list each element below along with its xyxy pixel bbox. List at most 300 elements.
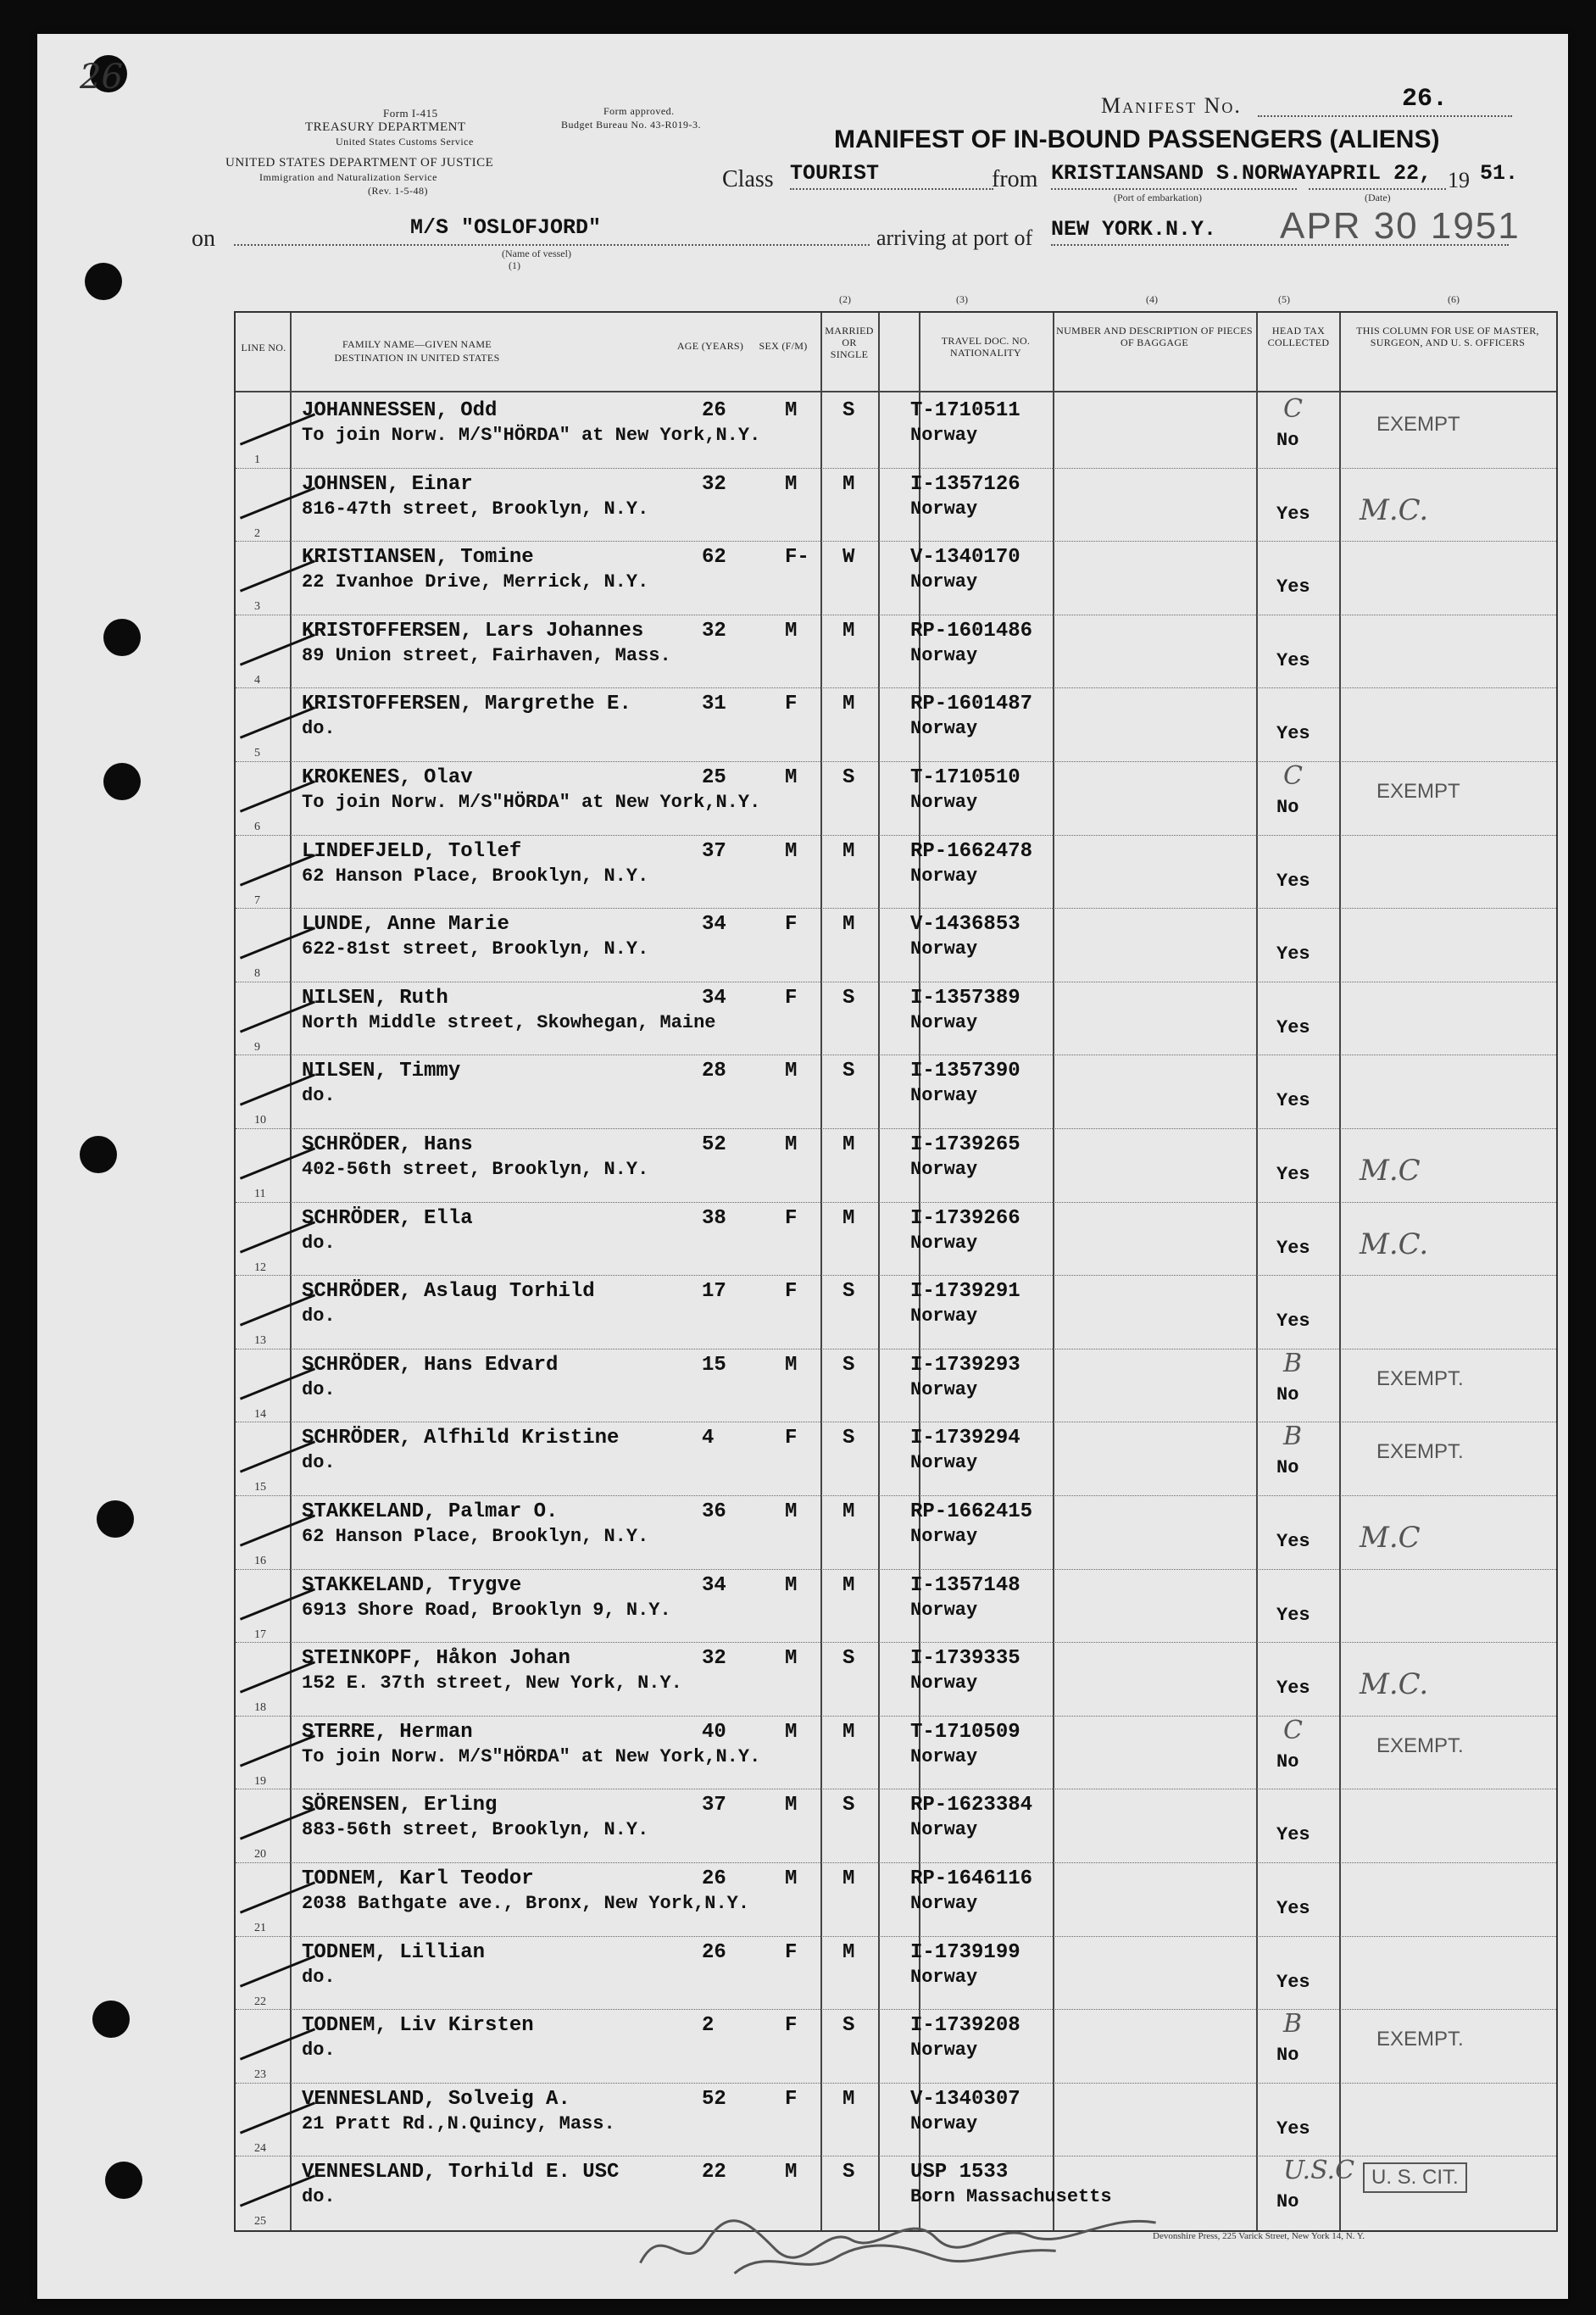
sex: M: [785, 1867, 798, 1890]
line-number: 23: [254, 2068, 266, 2082]
table-row: [236, 1202, 1556, 1276]
head-tax: Yes: [1276, 1016, 1310, 1038]
travel-doc-number: RP-1662415: [910, 1500, 1033, 1523]
col-number-5: (5): [1278, 293, 1290, 305]
passenger-name: JOHANNESSEN, Odd: [302, 399, 498, 422]
nationality: Norway: [910, 1085, 978, 1107]
table-row: [236, 687, 1556, 761]
line-number: 11: [254, 1188, 266, 1200]
nationality: Born Massachusetts: [910, 2186, 1112, 2208]
officer-notation: EXEMPT.: [1376, 1440, 1464, 1464]
travel-doc-number: I-1357126: [910, 472, 1020, 496]
passenger-name: KROKENES, Olav: [302, 766, 473, 789]
line-number: 8: [254, 967, 260, 981]
table-row: [236, 1349, 1556, 1422]
line-number: 16: [254, 1555, 266, 1567]
age: 22: [702, 2161, 726, 2184]
officer-notation: EXEMPT: [1376, 413, 1460, 436]
nationality: Norway: [910, 2112, 978, 2134]
travel-doc-number: I-1739294: [910, 1427, 1020, 1450]
travel-doc-number: I-1357148: [910, 1573, 1020, 1597]
officer-notation: EXEMPT.: [1376, 1733, 1464, 1757]
nationality: Norway: [910, 1305, 978, 1327]
line-number: 15: [254, 1481, 266, 1494]
line-number: 1: [254, 454, 260, 466]
head-tax: Yes: [1276, 1237, 1310, 1259]
passenger-name: JOHNSEN, Einar: [302, 472, 473, 496]
destination: 152 E. 37th street, New York, N.Y.: [302, 1672, 682, 1695]
sex: M: [785, 472, 798, 496]
head-tax: Yes: [1276, 1971, 1310, 1993]
sex: M: [785, 1133, 798, 1156]
age: 32: [702, 619, 726, 643]
revision: (Rev. 1-5-48): [368, 185, 429, 197]
marital-status: M: [842, 913, 855, 937]
sex: M: [785, 1720, 798, 1744]
line-number: 2: [254, 526, 260, 540]
treasury-dept: TREASURY DEPARTMENT: [305, 120, 466, 134]
class-label: Class: [722, 166, 774, 192]
justice-dept: UNITED STATES DEPARTMENT OF JUSTICE: [225, 156, 494, 170]
sex: M: [785, 1647, 798, 1671]
age: 52: [702, 1133, 726, 1156]
form-id: Form I-415: [383, 107, 438, 120]
sex: M: [785, 1794, 798, 1817]
passenger-name: VENNESLAND, Solveig A.: [302, 2087, 570, 2111]
destination: do.: [302, 1305, 336, 1327]
travel-doc-number: T-1710510: [910, 766, 1020, 789]
travel-doc-number: USP 1533: [910, 2161, 1009, 2184]
nationality: Norway: [910, 1672, 978, 1695]
nationality: Norway: [910, 2040, 978, 2062]
nationality: Norway: [910, 644, 978, 666]
nationality: Norway: [910, 1011, 978, 1033]
head-tax: Yes: [1276, 2117, 1310, 2140]
passenger-name: STAKKELAND, Palmar O.: [302, 1500, 559, 1523]
passenger-name: SCHRÖDER, Ella: [302, 1206, 473, 1230]
sex: M: [785, 619, 798, 643]
form-approved: Form approved.: [603, 105, 675, 117]
sex: F-: [785, 546, 809, 570]
table-row: [236, 468, 1556, 542]
year-value: 51.: [1480, 161, 1519, 186]
nationality: Norway: [910, 1745, 978, 1767]
marital-status: S: [842, 1794, 855, 1817]
head-tax: No: [1276, 1457, 1299, 1479]
destination: 2038 Bathgate ave., Bronx, New York,N.Y.: [302, 1893, 750, 1914]
binder-hole: [103, 619, 141, 656]
marital-status: M: [842, 472, 855, 496]
sex: F: [785, 1940, 798, 1964]
officer-notation: M.C.: [1360, 1227, 1429, 1261]
head-tax: Yes: [1276, 943, 1310, 966]
passenger-name: NILSEN, Ruth: [302, 986, 448, 1010]
header-officers-use: THIS COLUMN FOR USE OF MASTER, SURGEON, AND U. S. OFFICERS: [1356, 325, 1539, 348]
travel-doc-number: I-1357390: [910, 1060, 1020, 1083]
nationality: Norway: [910, 1526, 978, 1547]
sex: M: [785, 766, 798, 789]
nationality: Norway: [910, 1232, 978, 1254]
destination: do.: [302, 1085, 336, 1107]
table-row: [236, 982, 1556, 1055]
table-row: [236, 1495, 1556, 1569]
marital-status: S: [842, 986, 855, 1010]
table-row: [236, 835, 1556, 909]
age: 31: [702, 693, 726, 716]
line-number: 5: [254, 747, 260, 760]
officer-notation: M.C.: [1360, 492, 1429, 527]
table-row: [236, 1716, 1556, 1789]
col-number-2: (2): [839, 293, 851, 305]
travel-doc-number: I-1739293: [910, 1353, 1020, 1377]
marital-status: M: [842, 693, 855, 716]
destination: 22 Ivanhoe Drive, Merrick, N.Y.: [302, 571, 649, 593]
passenger-name: SCHRÖDER, Hans Edvard: [302, 1353, 559, 1377]
destination: 6913 Shore Road, Brooklyn 9, N.Y.: [302, 1599, 671, 1621]
destination: 402-56th street, Brooklyn, N.Y.: [302, 1159, 649, 1180]
manifest-sheet: [37, 34, 1568, 2299]
passenger-name: STERRE, Herman: [302, 1720, 473, 1744]
passenger-name: TODNEM, Lillian: [302, 1940, 486, 1964]
nationality: Norway: [910, 1378, 978, 1400]
travel-doc-number: RP-1623384: [910, 1794, 1033, 1817]
head-tax-mark: C: [1283, 761, 1303, 791]
head-tax: Yes: [1276, 870, 1310, 892]
sex: F: [785, 913, 798, 937]
age: 40: [702, 1720, 726, 1744]
nationality: Norway: [910, 938, 978, 960]
table-row: [236, 908, 1556, 982]
head-tax: Yes: [1276, 1164, 1310, 1185]
marital-status: M: [842, 1867, 855, 1890]
age: 34: [702, 986, 726, 1010]
travel-doc-number: RP-1601486: [910, 619, 1033, 643]
head-tax-mark: B: [1283, 2009, 1303, 2040]
header-age: AGE (YEARS): [676, 340, 744, 352]
sex: F: [785, 1280, 798, 1304]
sex: F: [785, 2087, 798, 2111]
marital-status: M: [842, 2087, 855, 2111]
header-travel-doc: TRAVEL DOC. NO. NATIONALITY: [941, 335, 1031, 359]
officer-notation: M.C: [1360, 1521, 1421, 1555]
col-number-4: (4): [1146, 293, 1158, 305]
table-row: [236, 541, 1556, 615]
class-value: TOURIST: [790, 161, 880, 186]
age: 34: [702, 913, 726, 937]
sex: F: [785, 1206, 798, 1230]
destination: To join Norw. M/S"HÖRDA" at New York,N.Y.: [302, 425, 761, 446]
officer-notation: EXEMPT.: [1376, 1366, 1464, 1390]
travel-doc-number: V-1340170: [910, 546, 1020, 570]
destination: 62 Hanson Place, Brooklyn, N.Y.: [302, 865, 649, 887]
head-tax: No: [1276, 1750, 1299, 1772]
destination: do.: [302, 2040, 336, 2062]
age: 32: [702, 1647, 726, 1671]
age: 26: [702, 1867, 726, 1890]
sex: M: [785, 839, 798, 863]
line-number: 10: [254, 1114, 266, 1127]
marital-status: S: [842, 766, 855, 789]
travel-doc-number: I-1357389: [910, 986, 1020, 1010]
travel-doc-number: I-1739208: [910, 2014, 1020, 2038]
binder-hole: [103, 763, 141, 800]
binder-hole: [80, 1136, 117, 1173]
age: 26: [702, 1940, 726, 1964]
travel-doc-number: T-1710509: [910, 1720, 1020, 1744]
travel-doc-number: I-1739266: [910, 1206, 1020, 1230]
header-destination: DESTINATION IN UNITED STATES: [334, 352, 500, 364]
on-label: on: [192, 225, 215, 252]
sex: M: [785, 399, 798, 422]
table-row: [236, 1936, 1556, 2010]
header-married: MARRIED OR SINGLE: [825, 325, 874, 360]
travel-doc-number: RP-1646116: [910, 1867, 1033, 1890]
nationality: Norway: [910, 1452, 978, 1474]
nationality: Norway: [910, 792, 978, 813]
destination: To join Norw. M/S"HÖRDA" at New York,N.Y.: [302, 792, 761, 813]
passenger-name: TODNEM, Liv Kirsten: [302, 2014, 534, 2038]
line-number: 14: [254, 1407, 266, 1421]
line-number: 6: [254, 821, 260, 833]
marital-status: S: [842, 1647, 855, 1671]
age: 62: [702, 546, 726, 570]
nationality: Norway: [910, 1819, 978, 1841]
head-tax: Yes: [1276, 1604, 1310, 1626]
age: 52: [702, 2087, 726, 2111]
marital-status: S: [842, 2161, 855, 2184]
col-number-6: (6): [1448, 293, 1460, 305]
port-of-embarkation: KRISTIANSAND S.NORWAY: [1051, 161, 1319, 186]
travel-doc-number: I-1739199: [910, 1940, 1020, 1964]
binder-hole: [105, 2162, 142, 2199]
arrival-port: NEW YORK.N.Y.: [1051, 217, 1217, 242]
destination: do.: [302, 1452, 336, 1474]
nationality: Norway: [910, 865, 978, 887]
destination: 816-47th street, Brooklyn, N.Y.: [302, 498, 649, 520]
officer-notation: M.C.: [1360, 1667, 1429, 1702]
officer-notation: U. S. CIT.: [1363, 2162, 1467, 2193]
marital-status: S: [842, 1280, 855, 1304]
passenger-name: KRISTOFFERSEN, Lars Johannes: [302, 619, 644, 643]
nationality: Norway: [910, 718, 978, 740]
head-tax: Yes: [1276, 1311, 1310, 1333]
head-tax: No: [1276, 2191, 1299, 2213]
destination: do.: [302, 1378, 336, 1400]
passenger-name: SCHRÖDER, Alfhild Kristine: [302, 1427, 620, 1450]
destination: To join Norw. M/S"HÖRDA" at New York,N.Y.: [302, 1745, 761, 1767]
sex: F: [785, 1427, 798, 1450]
table-row: [236, 1128, 1556, 1202]
vessel-col-number: (1): [509, 259, 520, 271]
destination: 89 Union street, Fairhaven, Mass.: [302, 644, 671, 666]
marital-status: S: [842, 1427, 855, 1450]
sex: M: [785, 1353, 798, 1377]
vessel-caption: (Name of vessel): [502, 248, 571, 259]
passenger-name: LUNDE, Anne Marie: [302, 913, 509, 937]
binder-hole: [97, 1500, 134, 1538]
age: 25: [702, 766, 726, 789]
printer-credit: Devonshire Press, 225 Varick Street, New York 14, N. Y.: [1153, 2231, 1365, 2241]
manifest-title: MANIFEST OF IN-BOUND PASSENGERS (ALIENS): [834, 125, 1440, 153]
marital-status: M: [842, 1720, 855, 1744]
port-caption: (Port of embarkation): [1114, 192, 1202, 203]
nationality: Norway: [910, 1893, 978, 1914]
vessel-name: M/S "OSLOFJORD": [410, 215, 602, 240]
from-label: from: [992, 166, 1038, 192]
nationality: Norway: [910, 571, 978, 593]
line-number: 4: [254, 673, 260, 687]
marital-status: M: [842, 1133, 855, 1156]
marital-status: W: [842, 546, 855, 570]
travel-doc-number: V-1436853: [910, 913, 1020, 937]
line-number: 13: [254, 1334, 266, 1348]
age: 36: [702, 1500, 726, 1523]
line-number: 19: [254, 1774, 266, 1788]
date-caption: (Date): [1365, 192, 1391, 203]
table-row: [236, 761, 1556, 835]
passenger-name: KRISTIANSEN, Tomine: [302, 546, 534, 570]
head-tax: Yes: [1276, 1898, 1310, 1919]
marital-status: M: [842, 619, 855, 643]
line-number: 7: [254, 893, 260, 907]
handwritten-page-number: 26: [80, 58, 123, 97]
line-number: 25: [254, 2215, 266, 2229]
head-tax: No: [1276, 797, 1299, 818]
header-sex: SEX (F/M): [759, 340, 808, 352]
travel-doc-number: RP-1601487: [910, 693, 1033, 716]
header-baggage: NUMBER AND DESCRIPTION OF PIECES OF BAGGAGE: [1056, 325, 1253, 348]
destination: 21 Pratt Rd.,N.Quincy, Mass.: [302, 2112, 615, 2134]
head-tax: Yes: [1276, 1678, 1310, 1700]
arrival-date-stamp: APR 30 1951: [1280, 205, 1521, 247]
line-number: 3: [254, 600, 260, 614]
table-row: [236, 394, 1556, 468]
age: 37: [702, 839, 726, 863]
line-number: 21: [254, 1922, 266, 1934]
passenger-name: VENNESLAND, Torhild E. USC: [302, 2161, 620, 2184]
head-tax: No: [1276, 2045, 1299, 2067]
destination: do.: [302, 1966, 336, 1988]
destination: North Middle street, Skowhegan, Maine: [302, 1011, 716, 1033]
header-name: FAMILY NAME—GIVEN NAME: [342, 338, 492, 350]
head-tax-mark: B: [1283, 1422, 1303, 1452]
arriving-label: arriving at port of: [876, 225, 1033, 250]
header-head-tax: HEAD TAX COLLECTED: [1267, 325, 1330, 348]
marital-status: S: [842, 1353, 855, 1377]
head-tax: Yes: [1276, 503, 1310, 525]
sailing-date: APRIL 22,: [1317, 161, 1432, 186]
binder-hole: [85, 263, 122, 300]
age: 37: [702, 1794, 726, 1817]
marital-status: M: [842, 1940, 855, 1964]
sex: M: [785, 1060, 798, 1083]
ins-service: Immigration and Naturalization Service: [259, 171, 437, 183]
line-number: 17: [254, 1628, 266, 1641]
age: 4: [702, 1427, 715, 1450]
officer-notation: EXEMPT.: [1376, 2028, 1464, 2051]
age: 38: [702, 1206, 726, 1230]
destination: do.: [302, 718, 336, 740]
age: 32: [702, 472, 726, 496]
head-tax-mark: B: [1283, 1348, 1303, 1378]
head-tax: Yes: [1276, 1824, 1310, 1846]
year-prefix: 19: [1448, 168, 1470, 192]
head-tax: Yes: [1276, 1531, 1310, 1552]
head-tax-mark: C: [1283, 1715, 1303, 1745]
table-row: [236, 1862, 1556, 1936]
destination: 883-56th street, Brooklyn, N.Y.: [302, 1819, 649, 1841]
travel-doc-number: I-1739265: [910, 1133, 1020, 1156]
line-number: 9: [254, 1040, 260, 1054]
sex: F: [785, 986, 798, 1010]
nationality: Norway: [910, 1159, 978, 1180]
sex: M: [785, 2161, 798, 2184]
marital-status: S: [842, 399, 855, 422]
passenger-name: KRISTOFFERSEN, Margrethe E.: [302, 693, 631, 716]
header-line-no: LINE NO.: [241, 342, 286, 353]
sex: F: [785, 2014, 798, 2038]
line-number: 22: [254, 1995, 266, 2008]
head-tax: Yes: [1276, 649, 1310, 671]
age: 34: [702, 1573, 726, 1597]
age: 26: [702, 399, 726, 422]
table-row: [236, 1275, 1556, 1349]
table-row: [236, 2083, 1556, 2156]
line-number: 20: [254, 1848, 266, 1861]
sex: M: [785, 1500, 798, 1523]
nationality: Norway: [910, 425, 978, 446]
table-row: [236, 615, 1556, 688]
table-row: [236, 1642, 1556, 1716]
passenger-name: NILSEN, Timmy: [302, 1060, 461, 1083]
travel-doc-number: I-1739291: [910, 1280, 1020, 1304]
table-row: [236, 1789, 1556, 1862]
table-row: [236, 2009, 1556, 2083]
marital-status: M: [842, 839, 855, 863]
age: 2: [702, 2014, 715, 2038]
sex: F: [785, 693, 798, 716]
customs-service: United States Customs Service: [336, 136, 474, 147]
destination: do.: [302, 1232, 336, 1254]
line-number: 24: [254, 2141, 266, 2155]
table-row: [236, 1055, 1556, 1128]
marital-status: M: [842, 1206, 855, 1230]
marital-status: M: [842, 1573, 855, 1597]
table-row: [236, 1569, 1556, 1643]
head-tax: No: [1276, 430, 1299, 451]
passenger-name: TODNEM, Karl Teodor: [302, 1867, 534, 1890]
manifest-label: Manifest No.: [1101, 93, 1242, 118]
age: 28: [702, 1060, 726, 1083]
col-number-3: (3): [956, 293, 968, 305]
head-tax: Yes: [1276, 1090, 1310, 1112]
marital-status: S: [842, 2014, 855, 2038]
head-tax-mark: U.S.C: [1283, 2156, 1355, 2186]
head-tax: No: [1276, 1383, 1299, 1405]
head-tax-mark: C: [1283, 394, 1303, 424]
passenger-name: SCHRÖDER, Aslaug Torhild: [302, 1280, 595, 1304]
nationality: Norway: [910, 498, 978, 520]
destination: 622-81st street, Brooklyn, N.Y.: [302, 938, 649, 960]
manifest-number: 26.: [1402, 85, 1449, 114]
head-tax: Yes: [1276, 576, 1310, 598]
travel-doc-number: I-1739335: [910, 1647, 1020, 1671]
travel-doc-number: T-1710511: [910, 399, 1020, 422]
passenger-name: LINDEFJELD, Tollef: [302, 839, 522, 863]
nationality: Norway: [910, 1966, 978, 1988]
table-row: [236, 1422, 1556, 1495]
binder-hole: [92, 2001, 130, 2038]
